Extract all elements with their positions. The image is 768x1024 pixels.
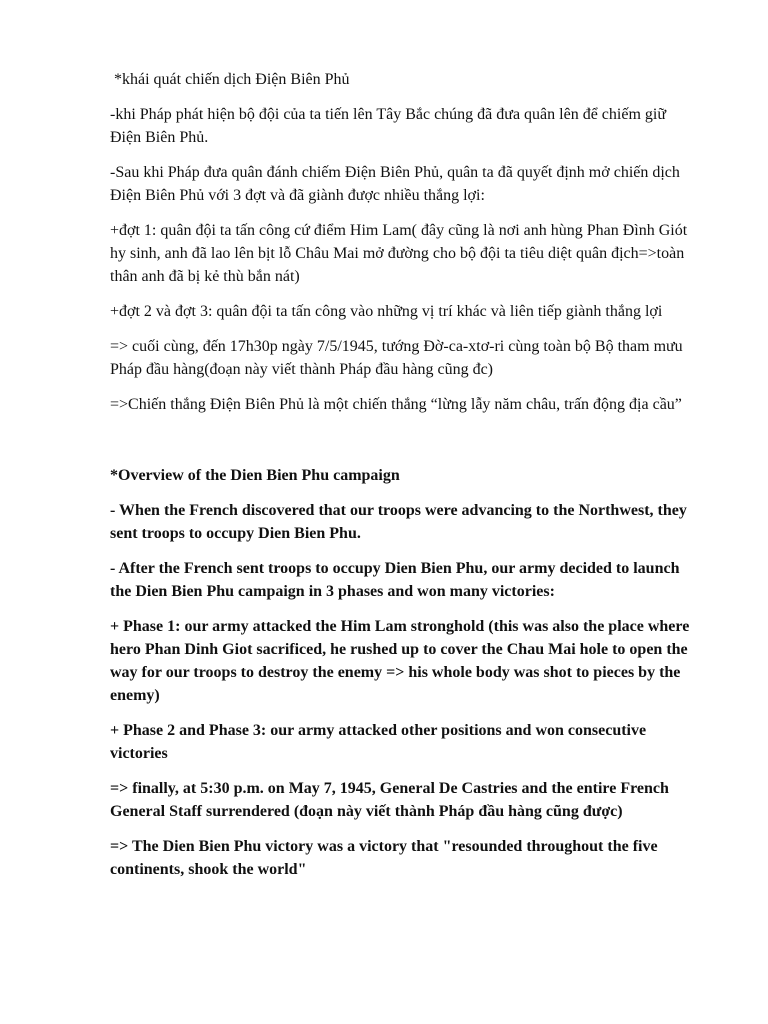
document-body — [110, 68, 700, 893]
vietnamese-heading: *khái quát chiến dịch Điện Biên Phủ — [114, 71, 350, 88]
vietnamese-paragraph-3: +đợt 1: quân đội ta tấn công cứ điểm Him Lam( đây cũng là nơi anh hùng Phan Đình Giót hy sinh, anh đã lao lên bịt lỗ Châu Mai mở đường cho bộ đội ta tiêu diệt quân địch=>toàn thân anh đã bị kẻ thù bắn nát) — [110, 222, 688, 285]
english-heading: *Overview of the Dien Bien Phu campaign — [110, 467, 400, 484]
vietnamese-paragraph-4: +đợt 2 và đợt 3: quân đội ta tấn công vào những vị trí khác và liên tiếp giành thắng lợi — [110, 303, 663, 320]
english-paragraph-5: => finally, at 5:30 p.m. on May 7, 1945, General De Castries and the entire French General Staff surrendered (đoạn này viết thành Pháp đầu hàng cũng được) — [110, 780, 669, 820]
vietnamese-paragraph-1: -khi Pháp phát hiện bộ đội của ta tiến lên Tây Bắc chúng đã đưa quân lên để chiếm giữ Điện Biên Phủ. — [110, 106, 666, 146]
english-paragraph-6: => The Dien Bien Phu victory was a victory that "resounded throughout the five continents, shook the world" — [110, 838, 658, 878]
section-spacer — [110, 428, 700, 464]
vietnamese-paragraph-5: => cuối cùng, đến 17h30p ngày 7/5/1945, tướng Đờ-ca-xtơ-ri cùng toàn bộ Bộ tham mưu Pháp đầu hàng(đoạn này viết thành Pháp đầu hàng cũng đc) — [110, 338, 683, 378]
vietnamese-paragraph-2: -Sau khi Pháp đưa quân đánh chiếm Điện Biên Phủ, quân ta đã quyết định mở chiến dịch Điện Biên Phủ với 3 đợt và đã giành được nhiều thắng lợi: — [110, 164, 680, 204]
english-section — [110, 464, 700, 881]
english-paragraph-4: + Phase 2 and Phase 3: our army attacked other positions and won consecutive victories — [110, 722, 647, 762]
vietnamese-section — [110, 68, 700, 416]
english-paragraph-2: - After the French sent troops to occupy Dien Bien Phu, our army decided to launch the Dien Bien Phu campaign in 3 phases and won many victories: — [110, 560, 680, 600]
vietnamese-paragraph-6: =>Chiến thắng Điện Biên Phủ là một chiến thắng “lừng lẫy năm châu, trấn động địa cầu” — [110, 396, 682, 413]
english-paragraph-3: + Phase 1: our army attacked the Him Lam stronghold (this was also the place where hero Phan Dinh Giot sacrificed, he rushed up to cover the Chau Mai hole to open the way for our troops to destroy the enemy => his whole body was shot to pieces by the enemy) — [110, 618, 690, 704]
english-paragraph-1: - When the French discovered that our troops were advancing to the Northwest, they sent troops to occupy Dien Bien Phu. — [110, 502, 687, 542]
